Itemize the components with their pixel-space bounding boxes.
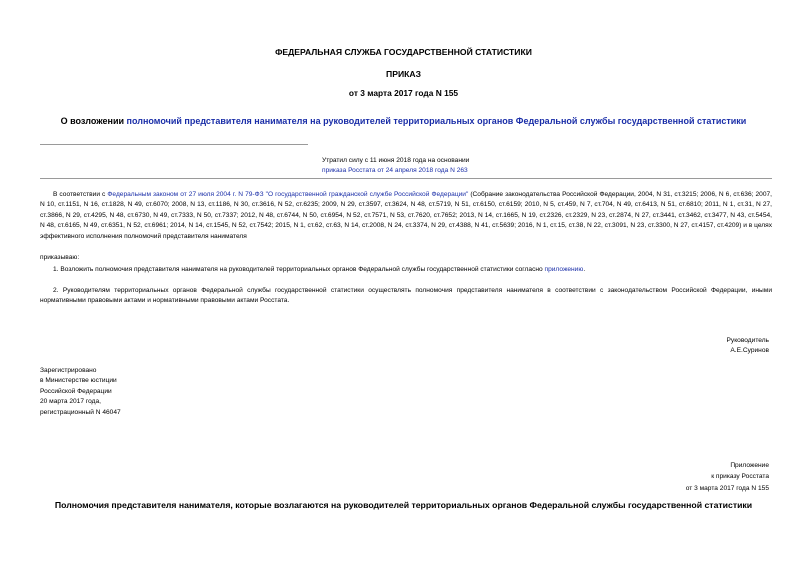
registration-line: в Министерстве юстиции [40,377,117,385]
federal-law-link[interactable]: Федеральным законом от 27 июля 2004 г. N 79-ФЗ "О государственной гражданской службе Российской Федерации" [107,191,469,198]
appendix-label: Приложение [730,462,769,469]
appendix-ref-line: к приказу Росстата [711,473,769,481]
order-word: приказываю: [40,254,80,261]
preamble-text-start: В соответствии с [53,191,108,198]
divider-top [40,144,308,145]
registration-line: регистрационный N 46047 [40,408,121,416]
appendix-reference [686,460,769,494]
signature-block [727,336,769,357]
signature-role: Руководитель [726,337,769,344]
signature-name: А.Е.Суринов [730,347,769,355]
registration-line: Российской Федерации [40,387,112,395]
order-title-link[interactable]: полномочий представителя нанимателя на руководителей территориальных органов Федеральной службы государственной статистики [126,116,747,126]
expired-note [322,156,469,176]
registration-line: 20 марта 2017 года, [40,398,101,406]
item-1-text: 1. Возложить полномочия представителя нанимателя на руководителей территориальных органов Федеральной службы государственной статистики согласно [53,266,545,273]
item-1-end: . [583,266,586,273]
item-1-paragraph [40,265,772,275]
order-title-prefix: О возложении [60,116,127,126]
organization-heading: ФЕДЕРАЛЬНАЯ СЛУЖБА ГОСУДАРСТВЕННОЙ СТАТИСТИКИ [275,47,532,57]
divider-bottom [40,178,772,179]
order-heading: ПРИКАЗ [386,69,421,79]
registration-block [40,366,121,418]
registration-line: Зарегистрировано [40,367,97,374]
item-2-paragraph [40,286,772,307]
order-title [0,116,807,126]
expired-note-text: Утратил силу с 11 июня 2018 года на основании [322,157,470,164]
appendix-ref-date: от 3 марта 2017 года N 155 [685,484,769,492]
order-date: от 3 марта 2017 года N 155 [348,88,459,98]
expired-note-link[interactable]: приказа Росстата от 24 апреля 2018 года N 263 [322,167,468,174]
appendix-link[interactable]: приложению [544,266,584,273]
preamble-paragraph [40,190,772,242]
preamble-text-rest: (Собрание законодательства Российской Федерации, 2004, N 31, ст.3215; 2006, N 6, ст.636; 2007, N 10, ст.1151, N 16, ст.1828, N 49, ст.6070; 2008, N 13, ст.1186, N 30, ст.3616, N 52, ст.6235; 2009, N 29, ст.3597, ст.3624, N 48, ст.5719, N 51, ст.6150, ст.6159; 2010, N 5, ст.459, N 7, ст.704, N 49, ст.6413, N 51, ст.6810; 2011, N 1, ст.31, N 27, ст.3866, N 29, ст.4295, N 48, ст.6730, N 49, ст.7333, N 50, ст.7337; 2012, N 48, ст.6744, N 50, ст.6954, N 52, ст.7571, N 53, ст.7620, ст.7652; 2013, N 14, ст.1665, N 19, ст.2326, ст.2329, N 23, ст.2874, N 27, ст.3441, ст.3462, ст.3477, N 43, ст.5454, N 48, ст.6165, N 49, ст.6351, N 52, ст.6961; 2014, N 14, ст.1545, N 52, ст.7542; 2015, N 1, ст.62, ст.63, N 14, ст.2008, N 24, ст.3374, N 29, ст.4388, N 41, ст.5639; 2016, N 1, ст.15, ст.38, N 22, ст.3091, N 23, ст.3300, N 27, ст.4157, ст.4209) и в целях эффективного исполнения полномочий представителя нанимателя [40,191,773,240]
item-2-text: 2. Руководителям территориальных органов Федеральной службы государственной статистики осуществлять полномочия представителя нанимателя в соответствии с законодательством Российской Федерации, иными нормативными правовыми актами и нормативными правовыми актами Росстата. [40,287,772,305]
appendix-title: Полномочия представителя нанимателя, которые возлагаются на руководителей территориальных органов Федеральной службы государственной статистики [54,500,753,510]
